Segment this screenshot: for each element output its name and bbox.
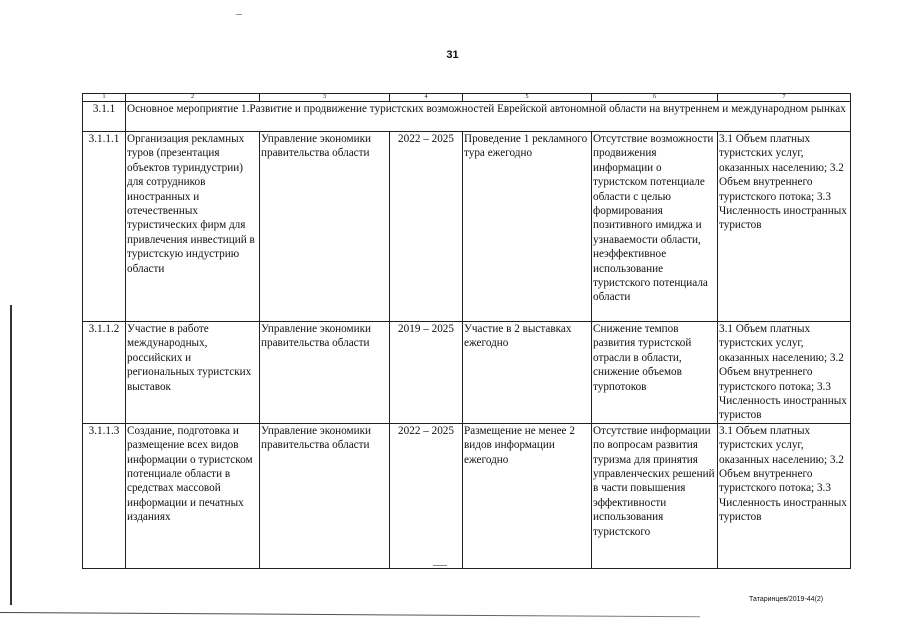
scan-edge-line (0, 612, 700, 617)
indicators-cell: 3.1 Объем платных туристских услуг, оказанных населению; 3.2 Объем внутреннего туристского потока; 3.3 Численность иностранных туристов (718, 423, 851, 568)
result-cell: Участие в 2 выставках ежегодно (463, 322, 592, 424)
row-number: 3.1.1.1 (83, 132, 126, 322)
column-header: 1 (83, 94, 126, 102)
result-cell: Размещение не менее 2 видов информации ежегодно (463, 423, 592, 568)
column-header: 6 (592, 94, 718, 102)
row-number: 3.1.1.3 (83, 423, 126, 568)
activity-cell: Создание, подготовка и размещение всех видов информации о туристском потенциале области в средствах массовой информации и печатных изданиях (126, 423, 260, 568)
footer-signature: Татаринцев/2019-44(2) (749, 596, 824, 603)
column-header: 5 (463, 94, 592, 102)
consequences-cell: Отсутствие возможности продвижения информации о туристском потенциале области с целью формирования позитивного имиджа и узнаваемости области, неэффективное использование туристского потенциала области (592, 132, 718, 322)
column-header: 2 (126, 94, 260, 102)
consequences-cell: Отсутствие информации по вопросам развития туризма для принятия управленческих решений в части повышения эффективности использования туристского (592, 423, 718, 568)
column-number-row (83, 94, 851, 102)
page-number: 31 (446, 49, 459, 61)
section-number: 3.1.1 (83, 102, 126, 132)
column-header: 7 (718, 94, 851, 102)
result-cell: Проведение 1 рекламного тура ежегодно (463, 132, 592, 322)
row-number: 3.1.1.2 (83, 322, 126, 424)
consequences-cell: Снижение темпов развития туристской отрасли в области, снижение объемов турпотоков (592, 322, 718, 424)
scan-artifact (236, 14, 242, 15)
table-row (83, 322, 851, 424)
indicators-cell: 3.1 Объем платных туристских услуг, оказанных населению; 3.2 Объем внутреннего туристского потока; 3.3 Численность иностранных туристов (718, 132, 851, 322)
section-title: Основное мероприятие 1.Развитие и продвижение туристских возможностей Еврейской автономной области на внутреннем и международном рынках (126, 102, 851, 132)
program-table (82, 93, 851, 569)
period-cell: 2022 – 2025 (390, 423, 463, 568)
activity-cell: Организация рекламных туров (презентация объектов туриндустрии) для сотрудников иностранных и отечественных туристических фирм для привлечения инвестиций в туристскую индустрию области (126, 132, 260, 322)
section-row (83, 102, 851, 132)
executor-cell: Управление экономики правительства области (260, 423, 390, 568)
period-cell: 2022 – 2025 (390, 132, 463, 322)
table-row (83, 423, 851, 568)
column-header: 3 (260, 94, 390, 102)
period-cell: 2019 – 2025 (390, 322, 463, 424)
executor-cell: Управление экономики правительства области (260, 132, 390, 322)
scan-edge-line (10, 305, 12, 605)
indicators-cell: 3.1 Объем платных туристских услуг, оказанных населению; 3.2 Объем внутреннего туристского потока; 3.3 Численность иностранных туристов (718, 322, 851, 424)
executor-cell: Управление экономики правительства области (260, 322, 390, 424)
scan-artifact (433, 565, 447, 566)
column-header: 4 (390, 94, 463, 102)
table-row (83, 132, 851, 322)
activity-cell: Участие в работе международных, российских и региональных туристских выставок (126, 322, 260, 424)
